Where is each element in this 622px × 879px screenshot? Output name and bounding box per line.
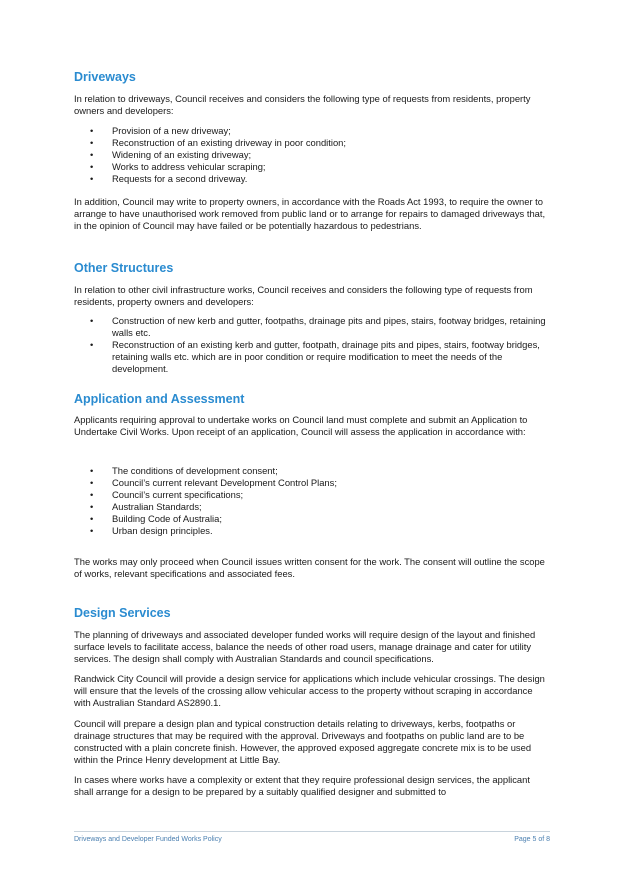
list-item: • Building Code of Australia; bbox=[74, 513, 550, 525]
design-paragraph-1: The planning of driveways and associated developer funded works will require design of the layout and finished surface levels to facilitate access, balance the needs of other road users, manage drainage and cater for utility services. The design shall comply with Australian Standards and council specifications. bbox=[74, 629, 536, 664]
heading-other-structures: Other Structures bbox=[74, 261, 174, 275]
footer-page-number: Page 5 of 8 bbox=[514, 836, 550, 843]
driveways-list bbox=[74, 125, 550, 185]
footer-title: Driveways and Developer Funded Works Policy bbox=[74, 836, 222, 843]
heading-application-assessment: Application and Assessment bbox=[74, 392, 245, 406]
list-item: • Council’s current specifications; bbox=[74, 489, 550, 501]
list-item: • Construction of new kerb and gutter, footpaths, drainage pits and pipes, stairs, footway bridges, retaining walls etc. bbox=[74, 315, 550, 339]
list-item: • Urban design principles. bbox=[74, 525, 550, 537]
other-intro: In relation to other civil infrastructure works, Council receives and considers the following type of requests from residents, property owners and developers: bbox=[74, 284, 533, 307]
driveways-paragraph: In addition, Council may write to property owners, in accordance with the Roads Act 1993, to require the owner to arrange to have unauthorised work removed from public land or to arrange for repairs to damaged driveways that, in the opinion of Council may have failed or be potentially hazardous to pedestrians. bbox=[74, 196, 546, 231]
list-item: • The conditions of development consent; bbox=[74, 465, 550, 477]
list-item: • Reconstruction of an existing kerb and gutter, footpath, drainage pits and pipes, stairs, footway bridges, retaining walls etc. which are in poor condition or require modification to meet the needs of the development. bbox=[74, 339, 550, 375]
list-item: • Requests for a second driveway. bbox=[74, 173, 550, 185]
other-list bbox=[74, 315, 550, 375]
application-paragraph: The works may only proceed when Council issues written consent for the work. The consent will outline the scope of works, relevant specifications and associated fees. bbox=[74, 556, 545, 579]
design-paragraph-4: In cases where works have a complexity or extent that they require professional design services, the applicant shall arrange for a design to be prepared by a suitably qualified designer and submitted to bbox=[74, 774, 530, 797]
list-item: • Widening of an existing driveway; bbox=[74, 149, 550, 161]
list-item: • Council’s current relevant Development Control Plans; bbox=[74, 477, 550, 489]
heading-driveways: Driveways bbox=[74, 70, 136, 84]
application-list bbox=[74, 465, 550, 536]
heading-design-services: Design Services bbox=[74, 606, 171, 620]
list-item: • Reconstruction of an existing driveway in poor condition; bbox=[74, 137, 550, 149]
design-paragraph-2: Randwick City Council will provide a design service for applications which include vehicular crossings. The design will ensure that the levels of the crossing allow vehicular access to the property without scraping in accordance with Australian Standard AS2890.1. bbox=[74, 673, 545, 708]
driveways-intro: In relation to driveways, Council receives and considers the following type of requests from residents, property owners and developers: bbox=[74, 93, 531, 116]
list-item: • Provision of a new driveway; bbox=[74, 125, 550, 137]
design-paragraph-3: Council will prepare a design plan and typical construction details relating to driveways, kerbs, footpaths or drainage structures that may be required with the approval. Driveways and footpaths on public land are to be constructed with a plain concrete finish. However, the approved exposed aggregate concrete mix is to be used within the Prince Henry development at Little Bay. bbox=[74, 718, 532, 765]
list-item: • Australian Standards; bbox=[74, 501, 550, 513]
page-footer bbox=[74, 831, 550, 843]
application-intro: Applicants requiring approval to undertake works on Council land must complete and submit an Application to Undertake Civil Works. Upon receipt of an application, Council will assess the application in accordance with: bbox=[74, 414, 528, 437]
list-item: • Works to address vehicular scraping; bbox=[74, 161, 550, 173]
